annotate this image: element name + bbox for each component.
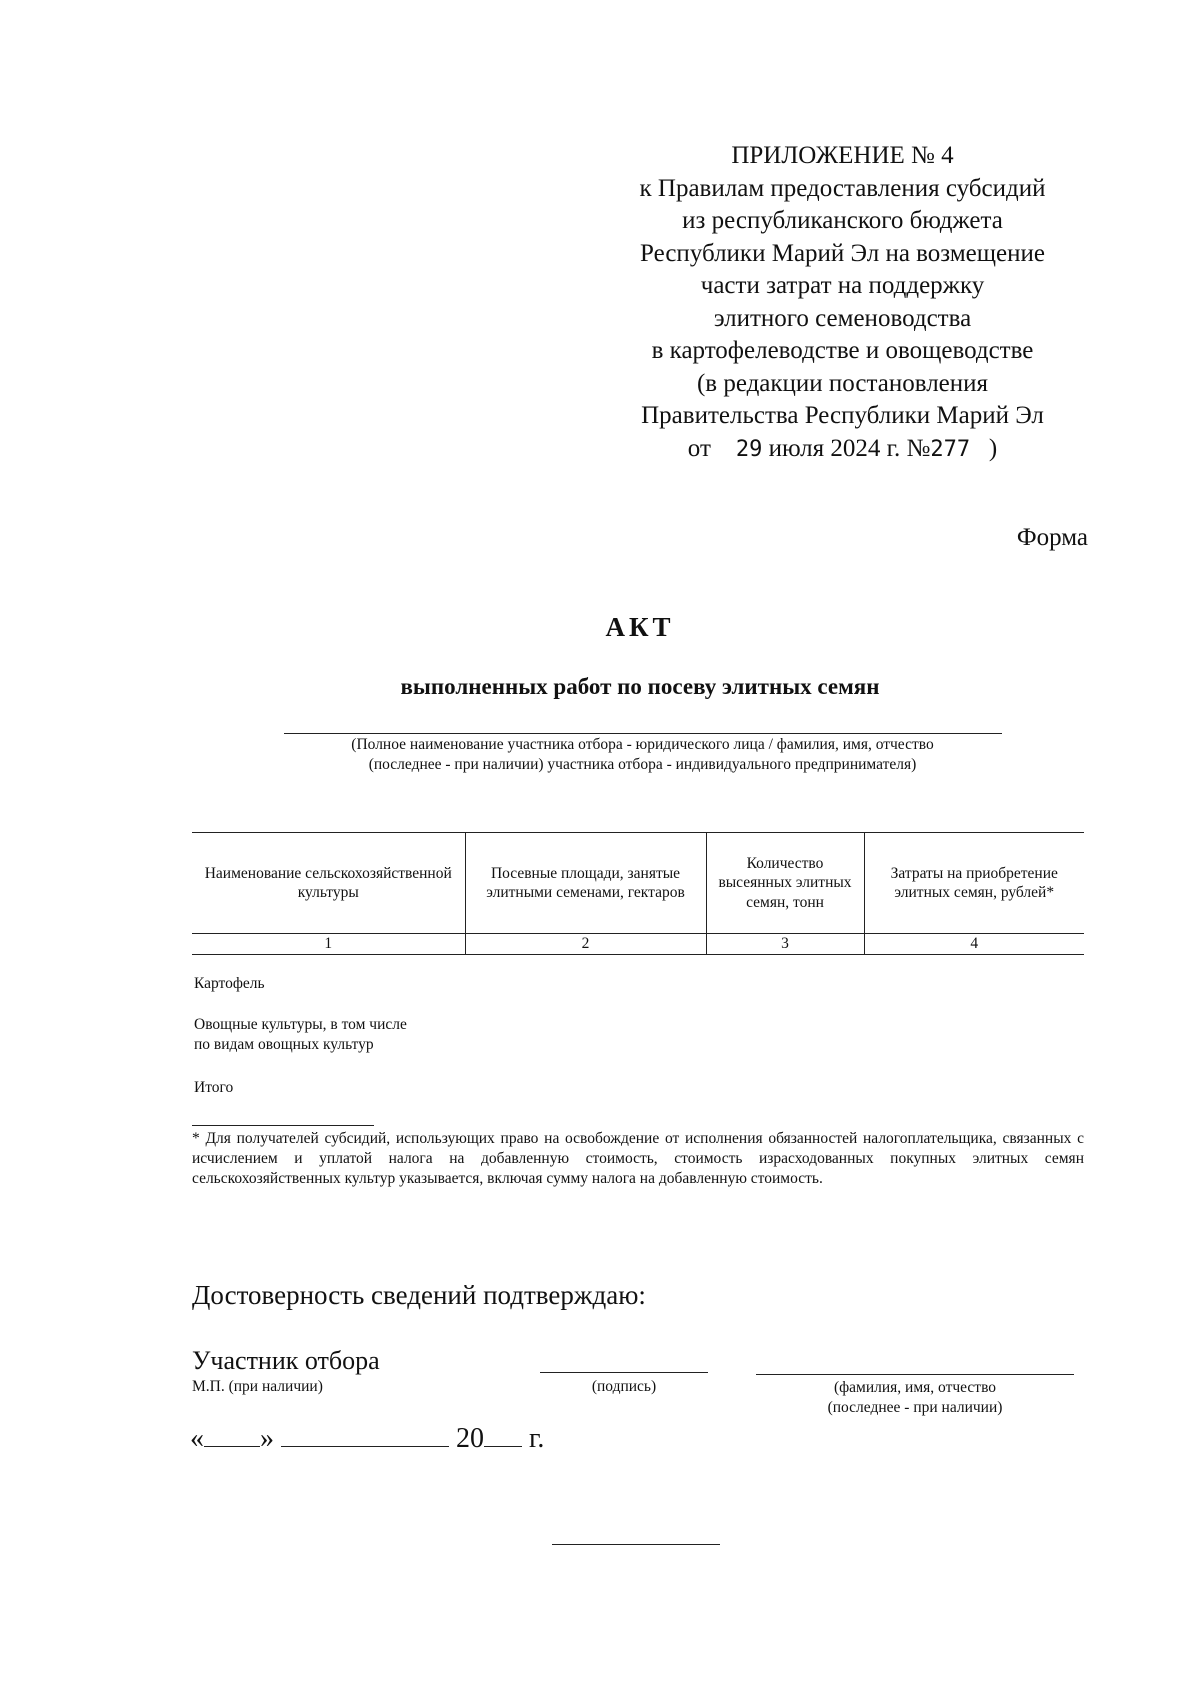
appendix-header <box>600 140 1085 466</box>
header-seed-cost: Затраты на приобретение элитных семян, рублей* <box>864 833 1084 934</box>
column-number: 3 <box>706 934 864 955</box>
table-header-row <box>192 833 1084 934</box>
confirmation-statement: Достоверность сведений подтверждаю: <box>192 1280 646 1310</box>
full-name-field[interactable] <box>756 1374 1074 1375</box>
date-row <box>190 1420 544 1455</box>
date-day-field[interactable] <box>204 1420 260 1447</box>
date-middle: июля 2024 г. № <box>768 434 931 462</box>
full-name-label-line: (последнее - при наличии) <box>827 1399 1003 1416</box>
table-number-row <box>192 934 1084 955</box>
decree-number: 277 <box>930 436 971 462</box>
row-label-vegetables-by-type: по видам овощных культур <box>194 1036 374 1053</box>
header-crop-name: Наименование сельскохозяйственной культуры <box>192 833 465 934</box>
seeding-table <box>192 832 1084 955</box>
full-name-label <box>756 1378 1074 1418</box>
appendix-title: ПРИЛОЖЕНИЕ № 4 <box>731 142 954 169</box>
row-label-total: Итого <box>194 1079 234 1096</box>
date-year-prefix: 20 <box>456 1423 484 1454</box>
signature-label: (подпись) <box>591 1378 657 1395</box>
date-year-field[interactable] <box>484 1420 522 1447</box>
full-name-label-line: (фамилия, имя, отчество <box>833 1379 997 1396</box>
appendix-line: Республики Марий Эл на возмещение <box>640 239 1045 267</box>
stamp-label: М.П. (при наличии) <box>192 1378 323 1395</box>
act-subtitle: выполненных работ по посеву элитных семян <box>400 674 880 699</box>
date-year-suffix: г. <box>529 1423 545 1454</box>
date-open-quote: « <box>190 1423 204 1454</box>
row-label-vegetables: Овощные культуры, в том числе <box>194 1016 407 1033</box>
participant-name-hint <box>260 735 1025 775</box>
row-label-potato: Картофель <box>194 975 265 992</box>
footnote: * Для получателей субсидий, использующих право на освобождение от исполнения обязанностей налогоплательщика, связанных с исчислением и уплатой налога на добавленную стоимость, стоимость израсходованных покупных элитных семян сельскохозяйственных культур указывается, включая сумму налога на добавленную стоимость. <box>192 1130 1084 1187</box>
appendix-line: в картофелеводстве и овощеводстве <box>651 337 1034 364</box>
column-number: 4 <box>864 934 1084 955</box>
appendix-line: части затрат на поддержку <box>700 272 985 299</box>
date-month-field[interactable] <box>281 1420 449 1447</box>
appendix-line: к Правилам предоставления субсидий <box>639 174 1046 202</box>
name-hint-line: (последнее - при наличии) участника отбора - индивидуального предпринимателя) <box>368 756 917 773</box>
participant-label: Участник отбора <box>192 1346 380 1375</box>
form-label: Форма <box>1016 524 1088 551</box>
appendix-line: элитного семеноводства <box>713 304 972 332</box>
signature-field[interactable] <box>540 1372 708 1373</box>
date-day: 29 <box>735 436 763 462</box>
participant-name-line[interactable] <box>284 733 1002 734</box>
header-seed-quantity: Количество высеянных элитных семян, тонн <box>706 833 864 934</box>
appendix-line: (в редакции постановления <box>696 369 989 397</box>
column-number: 2 <box>465 934 706 955</box>
date-suffix: ) <box>988 434 998 462</box>
act-title: АКТ <box>605 612 675 642</box>
name-hint-line: (Полное наименование участника отбора - юридического лица / фамилия, имя, отчество <box>351 736 934 753</box>
footnote-separator <box>192 1125 374 1126</box>
appendix-date-line <box>600 433 1085 467</box>
appendix-line: Правительства Республики Марий Эл <box>641 402 1044 429</box>
column-number: 1 <box>192 934 465 955</box>
date-prefix: от <box>687 434 711 462</box>
appendix-line: из республиканского бюджета <box>682 207 1003 234</box>
header-sown-area: Посевные площади, занятые элитными семенами, гектаров <box>465 833 706 934</box>
document-end-line <box>552 1544 720 1545</box>
date-close-quote: » <box>260 1423 274 1454</box>
